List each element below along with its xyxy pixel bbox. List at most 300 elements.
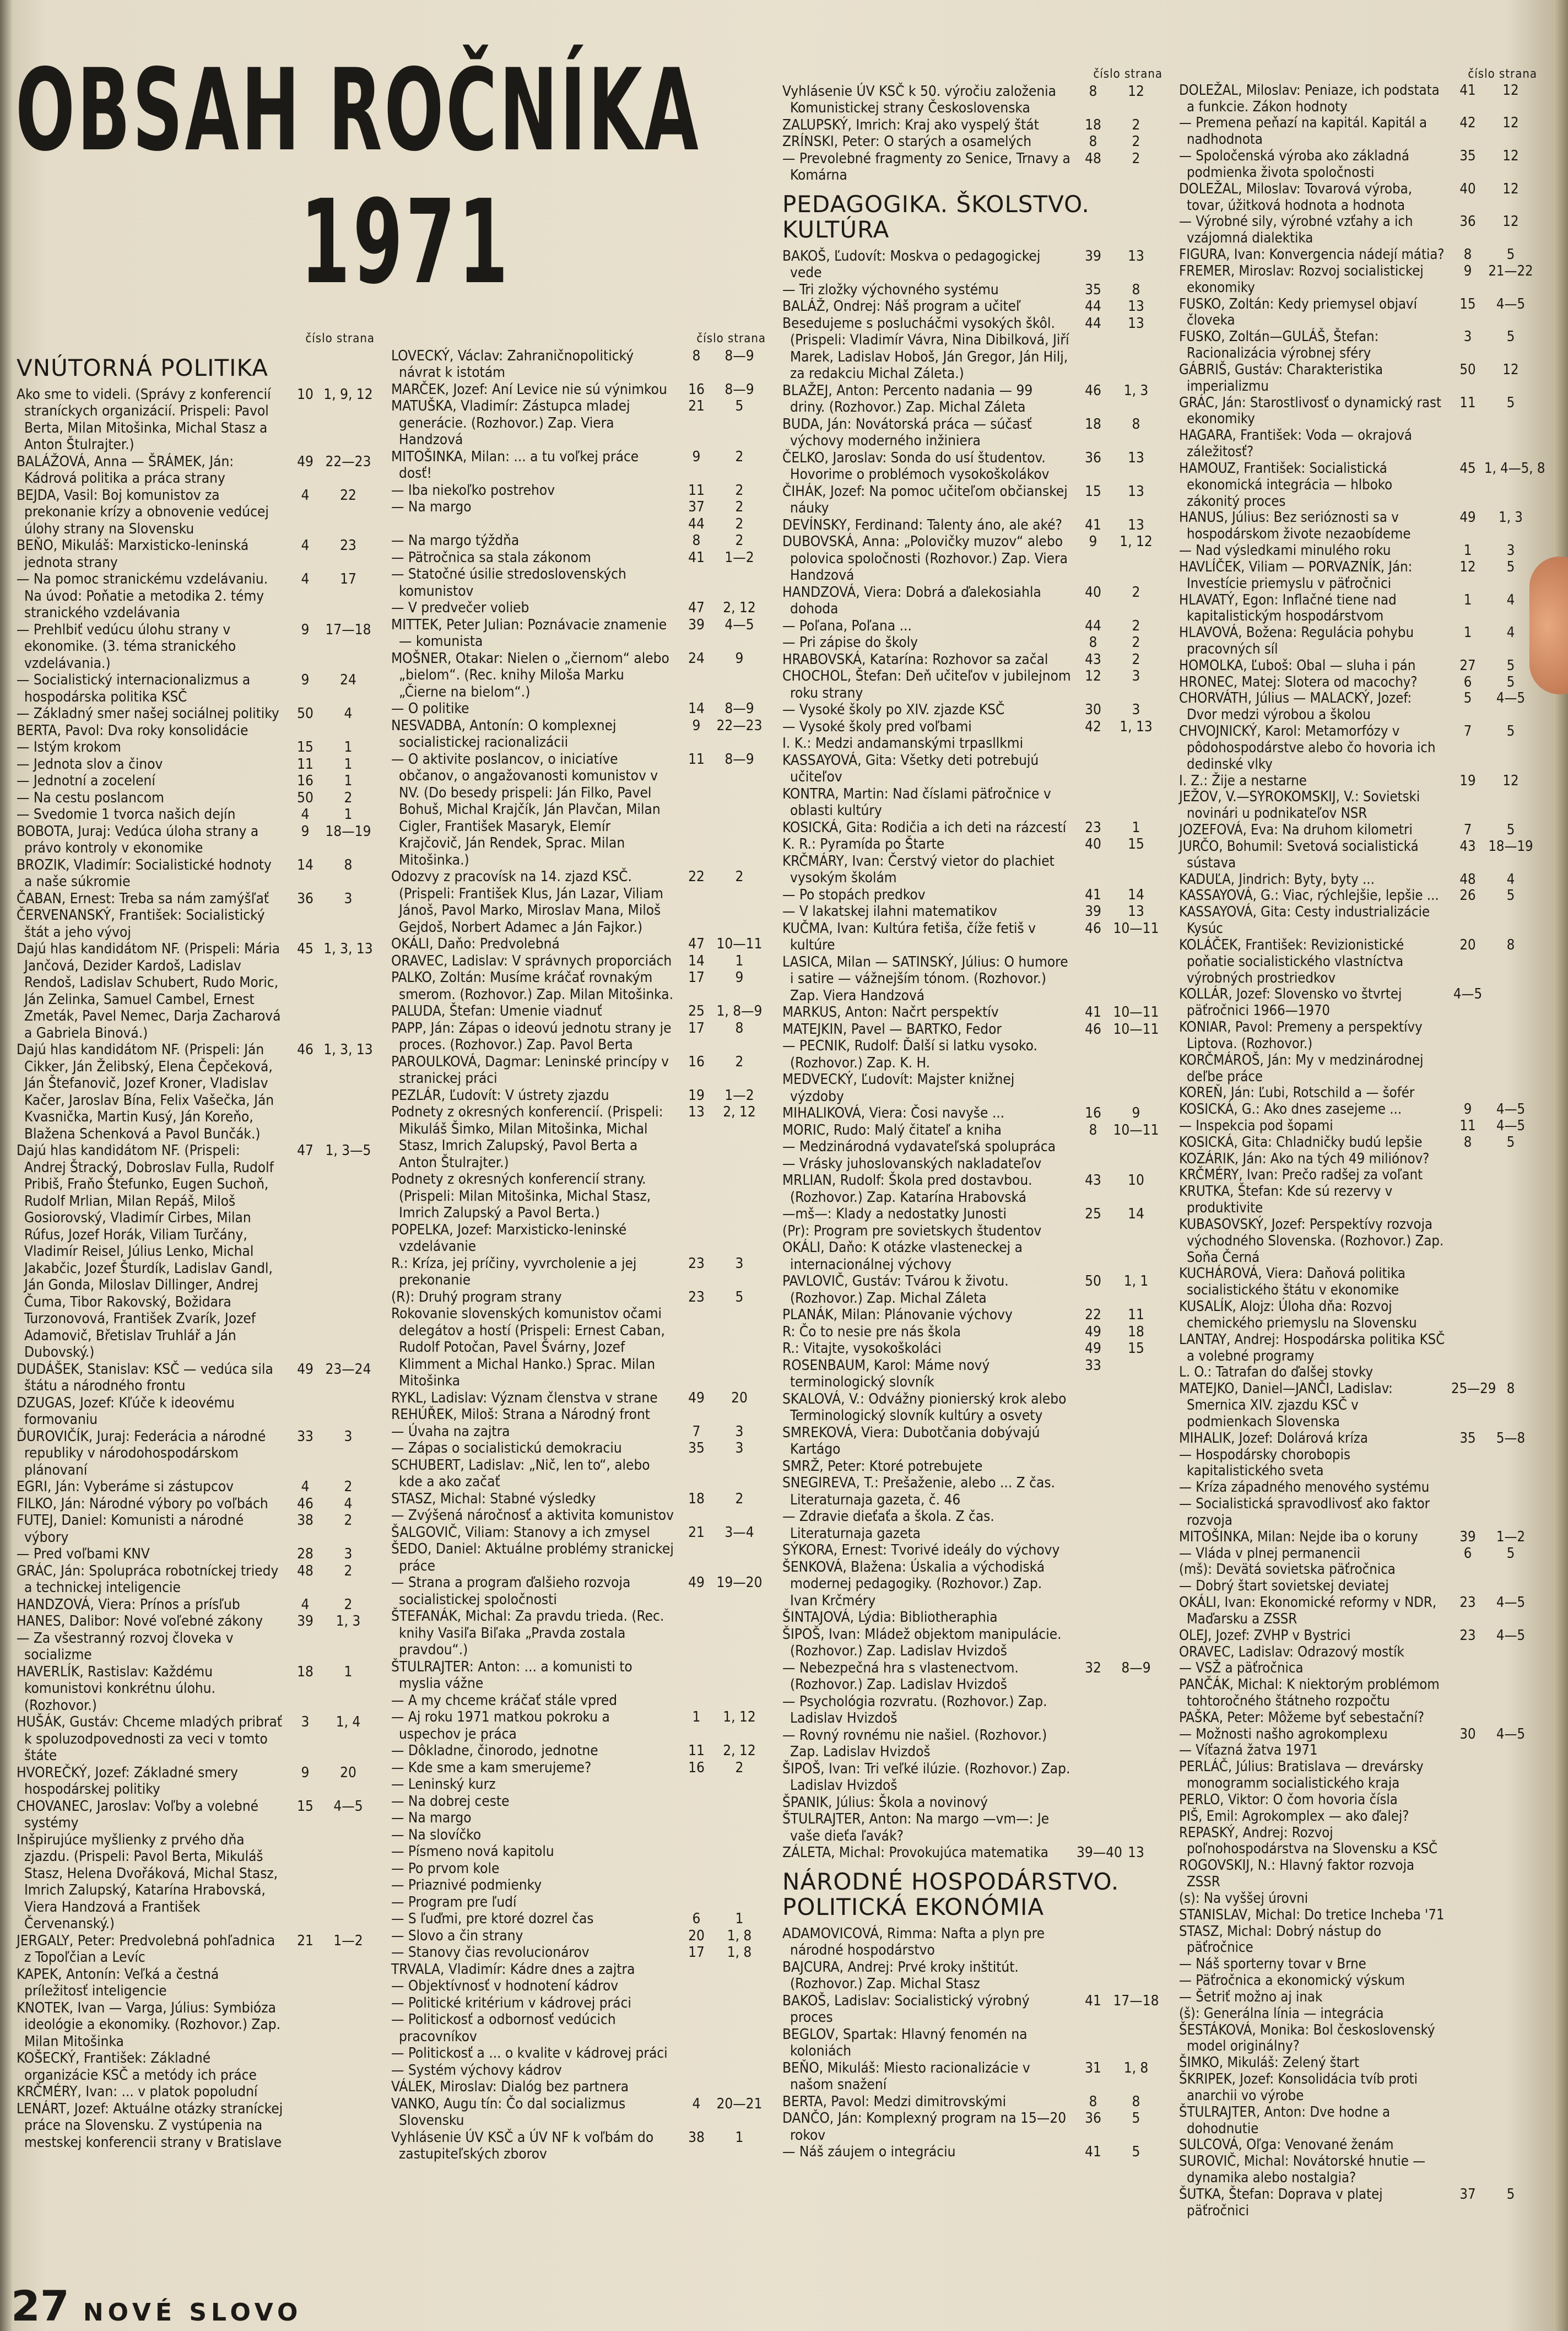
entry-page: 2 [735, 1759, 744, 1776]
entry-page: 1, 3—5 [325, 1142, 371, 1159]
entry-title: MITOŠINKA, Milan: ... a tu voľkej práce dosť! [391, 448, 639, 482]
entry-issue-number: 43 [1085, 1172, 1101, 1189]
entry-title: ŠPANIK, Július: Škola a novinový [782, 1794, 988, 1811]
entry-issue-number [1451, 1562, 1484, 1578]
index-entry [782, 1156, 1163, 1173]
entry-issue-number [680, 1843, 713, 1860]
index-entry [1179, 1447, 1537, 1480]
index-entry [17, 1630, 375, 1664]
entry-title: VÁLEK, Miroslav: Dialóg bez partnera [391, 2079, 629, 2095]
entry-title: — Na dobrej ceste [391, 1793, 510, 1810]
entry-page [1110, 1239, 1163, 1273]
entry-issue-number [1451, 2006, 1484, 2022]
entry-title: CHVOJNICKÝ, Karol: Metamorfózy v pôdohospodárstve alebo čo hovoria ich dedinské vlky [1179, 723, 1436, 773]
index-entry [1179, 2022, 1537, 2055]
entry-page: 2 [735, 499, 744, 515]
index-entry [1179, 658, 1537, 675]
entry-issue-number: 5 [1463, 690, 1472, 707]
index-entry [391, 1928, 766, 1945]
entry-title: SNEGIREVA, T.: Prešaženie, alebo ... Z čas. Literaturnaja gazeta, č. 46 [782, 1475, 1055, 1508]
index-entry [1179, 2187, 1537, 2220]
entry-issue-number [1451, 1989, 1484, 2006]
entry-page: 1, 3 [1499, 509, 1523, 526]
entry-issue-number [680, 1222, 713, 1255]
entry-issue-number: 4 [301, 571, 310, 587]
entry-issue-number [1077, 1475, 1110, 1508]
entry-issue-number: 8 [1089, 1121, 1097, 1138]
entry-title: — Premena peňazí na kapitál. Kapitál a nadhodnota [1179, 115, 1428, 148]
entry-issue-number: 33 [297, 1428, 313, 1445]
index-entry [782, 584, 1163, 618]
index-entry [1179, 1710, 1537, 1726]
index-entry [391, 1760, 766, 1777]
entry-issue-number: 45 [297, 941, 313, 957]
entry-title: KONTRA, Martin: Nad číslami päťročnice v oblasti kultúry [782, 785, 1051, 819]
entry-page: 10—11 [716, 936, 763, 952]
entry-page: 5 [735, 1288, 744, 1305]
entry-title: HANUS, Július: Bez serióznosti sa v hospodárskom živote nezaobídeme [1179, 509, 1411, 543]
entry-issue-number: 1 [1463, 591, 1472, 608]
entry-issue-number: 23 [688, 1255, 705, 1272]
entry-title: ROSENBAUM, Karol: Máme nový terminologický slovník [782, 1357, 990, 1390]
entry-page: 4 [344, 705, 353, 722]
entry-page [1484, 1825, 1537, 1858]
entry-issue-number: 48 [1459, 871, 1476, 888]
index-entry [17, 622, 375, 672]
entry-issue-number: 12 [1085, 668, 1101, 684]
index-entry [17, 1596, 375, 1614]
entry-issue-number: 44 [1085, 298, 1101, 315]
entry-title: — Program pre ľudí [391, 1893, 517, 1911]
index-entry [391, 1541, 766, 1574]
entry-title: I. K.: Medzi andamanskými trpasllkmi [782, 735, 1024, 752]
entry-title: — Slovo a čin strany [391, 1927, 523, 1944]
index-entry [782, 1071, 1163, 1105]
entry-issue-number [1451, 428, 1484, 461]
entry-title: — Psychológia rozvratu. (Rozhovor.) Zap. Ladislav Hvizdoš [782, 1693, 1047, 1726]
entry-page [713, 1608, 766, 1659]
entry-issue-number: 35 [1459, 148, 1476, 165]
page-number: 27 [11, 2281, 69, 2330]
index-entry [782, 1038, 1163, 1071]
entry-title: SUROVIČ, Michal: Novátorské hnutie — dynamika alebo nostalgia? [1179, 2153, 1426, 2186]
entry-issue-number [1077, 1959, 1110, 1993]
entry-issue-number [680, 1457, 713, 1491]
entry-title: HANES, Dalibor: Nové voľebné zákony [17, 1613, 263, 1629]
entry-issue-number [1451, 1266, 1484, 1299]
entry-page [1484, 2055, 1537, 2071]
entry-title: CHORVÁTH, Július — MALACKÝ, Jozef: Dvor medzi výrobou a školou [1179, 690, 1412, 724]
index-entry [782, 920, 1163, 954]
entry-page: 1 [1132, 819, 1140, 836]
entry-issue-number [1077, 1609, 1110, 1626]
entry-page: 4—5 [1496, 1627, 1526, 1644]
entry-issue-number: 19 [688, 1087, 705, 1104]
entry-title: MITTEK, Peter Julian: Poznávacie znamenie — komunista [391, 616, 667, 650]
entry-title: — Vrásky juhoslovanských nakladateľov [782, 1155, 1042, 1172]
index-entry [1179, 690, 1537, 724]
index-entry [17, 790, 375, 807]
entry-page [322, 907, 375, 941]
index-entry [17, 454, 375, 487]
entry-title: MATUŠKA, Vladimír: Zástupca mladej generácie. (Rozhovor.) Zap. Viera Handzová [391, 398, 630, 448]
entry-page: 10—11 [1113, 1121, 1159, 1138]
entry-page: 1, 8—9 [716, 1003, 763, 1019]
entry-page [713, 1507, 766, 1524]
entry-page: 13 [1128, 903, 1144, 920]
index-entry [1179, 1266, 1537, 1299]
entry-issue-number: 4 [301, 537, 310, 554]
index-entry [17, 2084, 375, 2101]
entry-title: — Prehlbiť vedúcu úlohu strany v ekonomike. (3. téma stranického vzdelávania.) [17, 621, 236, 672]
entry-issue-number: 1 [1463, 624, 1472, 641]
entry-issue-number: 28 [297, 1546, 313, 1562]
index-entry [782, 1021, 1163, 1038]
index-entry [391, 1793, 766, 1810]
entry-page [713, 1894, 766, 1911]
entry-title: — A my chceme kráčať stále vpred [391, 1692, 618, 1709]
index-entry [17, 1042, 375, 1142]
entry-title: PALUDA, Štefan: Umenie viadnuť [391, 1003, 602, 1019]
entry-issue-number: 14 [297, 856, 313, 873]
entry-issue-number: 40 [1085, 584, 1101, 601]
index-entry [1179, 1891, 1537, 1907]
entry-title: ĎUROVIČÍK, Juraj: Federácia a národné republiky v národohospodárskom plánovaní [17, 1428, 266, 1479]
entry-page [713, 1995, 766, 2012]
entry-issue-number [1451, 1907, 1484, 1924]
entry-page: 4 [1506, 591, 1515, 608]
entry-title: HAVERLÍK, Rastislav: Každému komunistovi konkrétnu úlohu. (Rozhovor.) [17, 1663, 216, 1714]
entry-issue-number [289, 722, 322, 740]
entry-issue-number: 43 [1085, 651, 1101, 668]
index-entry [17, 2101, 375, 2151]
entry-title: PAVLOVIČ, Gustáv: Tvárou k životu. (Rozhovor.) Zap. Michal Záleta [782, 1273, 1009, 1307]
index-entry [1179, 888, 1537, 904]
index-entry [17, 1613, 375, 1630]
index-entry [391, 1894, 766, 1911]
entry-issue-number: 31 [1085, 2059, 1101, 2076]
entry-page: 21—22 [1488, 262, 1533, 279]
entry-page [1110, 752, 1163, 786]
entry-issue-number [680, 2062, 713, 2079]
entry-issue-number [680, 1659, 713, 1692]
entry-issue-number [1077, 1391, 1110, 1424]
index-entry [782, 668, 1163, 702]
index-entry [391, 566, 766, 600]
entry-issue-number: 14 [688, 952, 705, 969]
index-entry [1179, 1924, 1537, 1957]
entry-issue-number [289, 1395, 322, 1428]
entry-title: — Medzinárodná vydavateľská spolupráca [782, 1138, 1056, 1155]
index-entry [782, 1172, 1163, 1206]
index-entry [1179, 822, 1537, 839]
index-entry [1179, 2105, 1537, 2138]
entry-issue-number [1077, 1508, 1110, 1542]
entry-issue-number: 1 [692, 1709, 701, 1725]
entry-issue-number: 41 [1085, 886, 1101, 903]
entry-title: STANISLAV, Michal: Do tretice Incheba '71 [1179, 1906, 1445, 1923]
magazine-name: NOVÉ SLOVO [83, 2298, 302, 2327]
entry-title: R: Čo to nesie pre nás škola [782, 1323, 961, 1340]
entry-title: SÝKORA, Ernest: Tvorivé ideály do výchovy [782, 1542, 1060, 1558]
entry-title: TRVALA, Vladimír: Kádre dnes a zajtra [391, 1961, 635, 1978]
index-entry [391, 549, 766, 566]
entry-title: JURČO, Bohumil: Svetová socialistická sústava [1179, 838, 1419, 871]
entry-page [1110, 786, 1163, 819]
entry-page: 13 [1128, 483, 1144, 500]
entry-issue-number: 39 [297, 1613, 313, 1629]
entry-page: 1 [344, 756, 353, 773]
index-entry [391, 1574, 766, 1608]
entry-title: — Základný smer našej sociálnej politiky [17, 705, 279, 722]
entry-page: 1—2 [724, 1087, 754, 1104]
entry-issue-number [1451, 1480, 1484, 1496]
entry-issue-number [1451, 789, 1484, 822]
entry-title: PAROULKOVÁ, Dagmar: Leninské princípy v stranickej práci [391, 1053, 669, 1087]
entry-issue-number: 20 [688, 1927, 705, 1944]
entry-issue-number: 41 [1085, 1004, 1101, 1021]
entry-issue-number: 41 [1085, 516, 1101, 533]
entry-title: ZRÍNSKI, Peter: O starých a osamelých [782, 133, 1032, 150]
index-entry [17, 1798, 375, 1832]
entry-title: KOŠECKÝ, František: Základné organizácie KSČ a metódy ich práce [17, 2050, 257, 2084]
entry-issue-number [1451, 2071, 1484, 2105]
index-entry [1179, 1053, 1537, 1086]
entry-title: ŠUTKA, Štefan: Doprava v platej päťročnici [1179, 2186, 1383, 2219]
index-entry [391, 600, 766, 617]
entry-page: 3—4 [724, 1524, 754, 1541]
entry-page: 8 [1132, 281, 1140, 298]
index-entry [1179, 247, 1537, 263]
index-entry [782, 133, 1163, 150]
column-heading: číslo strana [1093, 67, 1163, 81]
index-entry [391, 1944, 766, 1961]
entry-page: 13 [1128, 247, 1144, 265]
entry-page: 3 [735, 1423, 744, 1440]
index-entry [1179, 1677, 1537, 1710]
entry-issue-number: 45 [1459, 460, 1476, 477]
entry-issue-number [1077, 1761, 1110, 1794]
entry-title: ŠTEFANÁK, Michal: Za pravdu trieda. (Rec. knihy Vasiľa Biľaka „Pravda zostala pravdou“.) [391, 1608, 664, 1658]
entry-issue-number [1077, 1239, 1110, 1273]
index-entry [1179, 1332, 1537, 1365]
entry-issue-number: 44 [688, 515, 705, 532]
entry-page [1110, 1626, 1163, 1660]
entry-issue-number: 50 [297, 789, 313, 806]
entry-title: — Poľana, Poľana ... [782, 617, 912, 634]
entry-issue-number [1451, 1447, 1484, 1480]
index-entry [782, 1959, 1163, 1993]
entry-page: 14 [1128, 886, 1144, 903]
entry-title: RYKL, Ladislav: Význam členstva v strane [391, 1389, 658, 1406]
entry-issue-number [1451, 1085, 1484, 1102]
entry-issue-number: 18 [1085, 416, 1101, 433]
index-entry [391, 1860, 766, 1877]
index-entry [782, 517, 1163, 534]
entry-issue-number: 10 [297, 386, 313, 403]
index-entry [17, 1933, 375, 1966]
entry-page: 4—5 [1496, 1101, 1526, 1118]
entry-issue-number: 39 [1085, 903, 1101, 920]
entry-issue-number [1451, 1825, 1484, 1858]
entry-issue-number: 47 [688, 600, 705, 616]
entry-title: HANDZOVÁ, Viera: Prínos a prísľub [17, 1596, 240, 1613]
entry-page [713, 1171, 766, 1222]
entry-issue-number: 49 [297, 1361, 313, 1378]
index-entry [17, 487, 375, 538]
entry-title: — Politickosť a odbornosť vedúcich pracovníkov [391, 2011, 616, 2045]
index-entry [17, 1512, 375, 1546]
entry-issue-number [680, 1995, 713, 2012]
entry-title: — Hospodársky chorobopis kapitalistického sveta [1179, 1446, 1350, 1480]
entry-page [713, 2079, 766, 2096]
index-entry [782, 1609, 1163, 1626]
entry-page [1110, 1138, 1163, 1156]
entry-page: 8 [1506, 936, 1515, 953]
entry-issue-number [1077, 1811, 1110, 1844]
entry-page [1110, 1038, 1163, 1071]
entry-page [1110, 1693, 1163, 1727]
index-entry [391, 2079, 766, 2096]
index-entry [1179, 1578, 1537, 1595]
index-entry [391, 1390, 766, 1407]
entry-page [1110, 853, 1163, 887]
entry-issue-number [680, 1608, 713, 1659]
entry-title [391, 516, 680, 533]
entry-issue-number: 40 [1459, 180, 1476, 197]
index-entry [17, 1832, 375, 1933]
entry-page [1484, 1907, 1537, 1924]
entry-title: (s): Na vyššej úrovni [1179, 1890, 1309, 1907]
entry-title: ŠESTÁKOVÁ, Monika: Bol československý model originálny? [1179, 2021, 1435, 2055]
entry-issue-number: 36 [1085, 449, 1101, 466]
index-entry [1179, 1496, 1537, 1529]
index-entry [391, 2045, 766, 2062]
entry-issue-number: 38 [688, 2129, 705, 2146]
entry-page: 1—2 [1496, 1528, 1526, 1545]
index-entry [391, 1507, 766, 1524]
entry-issue-number [680, 1894, 713, 1911]
index-entry [17, 1479, 375, 1496]
index-entry [782, 887, 1163, 904]
index-entry [1179, 1907, 1537, 1924]
entry-page: 12 [1502, 772, 1519, 789]
entry-issue-number: 9 [692, 717, 701, 734]
entry-page [1110, 1925, 1163, 1959]
entry-title: (R): Druhý program strany [391, 1288, 562, 1305]
index-entry [1179, 83, 1537, 116]
entry-page: 1, 1 [1123, 1273, 1149, 1289]
index-entry [391, 936, 766, 953]
entry-page: 4 [1506, 624, 1515, 641]
entry-issue-number: 17 [688, 969, 705, 986]
entry-title: — Zdravie dieťaťa a škola. Z čas. Literaturnaja gazeta [782, 1508, 994, 1542]
entry-title: — Zápas o socialistickú demokraciu [391, 1440, 622, 1456]
entry-page: 2 [344, 1512, 353, 1529]
entry-issue-number: 49 [1085, 1340, 1101, 1357]
entry-issue-number: 20 [1459, 936, 1476, 953]
index-entry [1179, 1085, 1537, 1102]
entry-title: KOSICKÁ, Gita: Rodičia a ich deti na rázcestí [782, 819, 1067, 836]
entry-page [1484, 1809, 1537, 1825]
entry-page: 1, 8 [727, 1927, 752, 1944]
entry-issue-number: 50 [1085, 1273, 1101, 1289]
entry-title: KNOTEK, Ivan — Varga, Július: Symbióza ideológie a ekonomiky. (Rozhovor.) Zap. Milan Mitošinka [17, 1999, 281, 2050]
entry-issue-number [1451, 1858, 1484, 1891]
entry-page: 3 [344, 1546, 353, 1562]
index-entry [782, 853, 1163, 887]
entry-issue-number [1451, 1217, 1484, 1266]
entry-title: JOZEFOVÁ, Eva: Na druhom kilometri [1179, 822, 1413, 839]
entry-title: — Leninský kurz [391, 1776, 496, 1793]
entry-title: — Kríza západného menového systému [1179, 1479, 1430, 1496]
index-entry [1179, 1644, 1537, 1661]
index-entry [391, 1776, 766, 1793]
entry-title: PEZLÁR, Ľudovít: V ústrety zjazdu [391, 1087, 609, 1104]
entry-title: LANTAY, Andrej: Hospodárska politika KSČ a volebné programy [1179, 1331, 1445, 1364]
index-entry [17, 722, 375, 740]
entry-page [322, 1395, 375, 1428]
entry-page: 18 [1128, 1323, 1144, 1340]
index-entry [17, 739, 375, 756]
entry-issue-number: 27 [1459, 657, 1476, 674]
index-entry [782, 248, 1163, 282]
entry-title: — Inspekcia pod šopami [1179, 1118, 1333, 1134]
entry-page [713, 1541, 766, 1574]
entry-page: 10—11 [1113, 1004, 1159, 1021]
entry-title: Ako sme to videli. (Správy z konferencií straníckych organizácií. Prispeli: Pavol Berta, Milan Mitošinka, Michal Stasz a Anton Štulrajter.) [17, 386, 271, 453]
index-entry [782, 298, 1163, 315]
entry-title: ČIHÁK, Jozef: Na pomoc učiteľom občianskej náuky [782, 483, 1068, 516]
entry-issue-number [1451, 904, 1484, 937]
index-entry [782, 752, 1163, 786]
entry-page [713, 1692, 766, 1709]
entry-page [1110, 1223, 1163, 1240]
entry-page: 4—5 [1496, 1594, 1526, 1611]
entry-issue-number: 11 [688, 751, 705, 768]
entry-title: Dajú hlas kandidátom NF. (Prispeli: Andrej Štracký, Dobroslav Fulla, Rudolf Pribiš, Fraňo Štefunko, Eugen Suchoň, Rudolf Mrlian, Milan Repáš, Miloš Gosiorovský, Vladimír Cirbes, Milan Rúfus, Jozef Horák, Viliam Turčány, Vladimír Reisel, Július Lenko, Michal Jakabčic, Jozef Šturdík, Ladislav Gandl, Ján Gonda, Miloslav Dillinger, Andrej Čuma, Tibor Rakovský, Božidara Turzonovová, František Zvarík, Jozef Adamovič, Břetislav Truhlář a Ján Dubovský.) [17, 1142, 274, 1361]
entry-issue-number [1451, 1792, 1484, 1809]
entry-page [1110, 2026, 1163, 2060]
entry-title: VANKO, Augu tín: Čo dal socializmus Slovensku [391, 2095, 626, 2129]
entry-issue-number: 46 [1085, 920, 1101, 937]
index-entry [782, 1925, 1163, 1959]
index-entry [1179, 1792, 1537, 1809]
entry-page: 2 [344, 1596, 353, 1613]
entry-page [1484, 1019, 1537, 1053]
entry-page: 20—21 [716, 2095, 763, 2112]
entry-title: KAPEK, Antonín: Veľká a čestná príležitosť inteligencie [17, 1966, 219, 1999]
entry-issue-number: 3 [1463, 328, 1472, 346]
entry-issue-number [1077, 1542, 1110, 1559]
entry-issue-number: 41 [1085, 2144, 1101, 2160]
entry-title: — Po prvom kole [391, 1860, 500, 1877]
index-entry [782, 1206, 1163, 1223]
entry-page: 12 [1502, 361, 1519, 378]
entry-title: BLAŽEJ, Anton: Percento nadania — 99 driny. (Rozhovor.) Zap. Michal Záleta [782, 382, 1033, 416]
entry-page: 12 [1502, 115, 1519, 132]
entry-title: — Náš záujem o integráciu [782, 2144, 956, 2160]
index-entry [1179, 510, 1537, 543]
index-entry [1179, 559, 1537, 592]
entry-issue-number: 32 [1085, 1659, 1101, 1676]
entry-page: 4—5 [1496, 295, 1526, 312]
index-entry [782, 1105, 1163, 1122]
entry-page: 1 [344, 806, 353, 823]
index-entry [391, 381, 766, 398]
index-entry [391, 1255, 766, 1289]
index-entry [782, 1660, 1163, 1693]
